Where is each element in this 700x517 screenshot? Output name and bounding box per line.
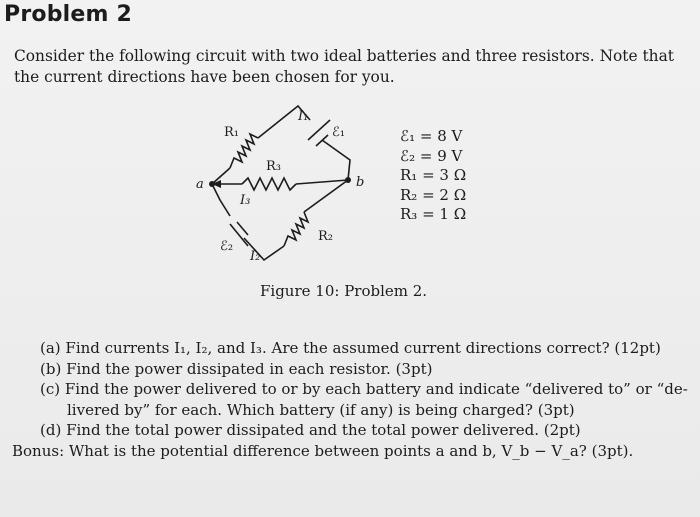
label-b: b [356, 175, 365, 190]
label-a: a [196, 177, 204, 192]
question-c-line2: livered by” for each. Which battery (if any) is being charged? (3pt) [67, 400, 575, 419]
battery-e2-plate-short [237, 222, 248, 235]
question-d: (d) Find the total power dissipated and the total power delivered. (2pt) [40, 421, 581, 439]
question-b: (b) Find the power dissipated in each resistor. (3pt) [40, 359, 433, 378]
label-i2: I₂ [250, 249, 261, 264]
value-e1: ℰ₁ = 8 V [400, 127, 463, 145]
circuit-values [400, 127, 466, 225]
label-e2: ℰ₂ [220, 239, 234, 254]
wire-a-to-e2 [212, 184, 230, 216]
value-r1: R₁ = 3 Ω [400, 166, 467, 184]
label-r1: R₁ [224, 125, 239, 140]
question-list [12, 338, 692, 461]
label-e1: ℰ₁ [332, 125, 346, 140]
resistor-r2 [284, 212, 308, 246]
wire-r2-to-b [304, 180, 348, 212]
value-e2: ℰ₂ = 9 V [400, 146, 463, 165]
question-c-line1: (c) Find the power delivered to or by each battery and indicate “delivered to” or “de- [40, 380, 688, 398]
value-r2: R₂ = 2 Ω [400, 185, 467, 204]
figure-caption: Figure 10: Problem 2. [260, 282, 428, 300]
problem-heading: Problem 2 [4, 2, 132, 27]
wire-e1-to-b [322, 140, 350, 180]
wire-r3-to-b [296, 180, 348, 184]
label-i3: I₃ [240, 193, 251, 208]
resistor-r3 [242, 178, 296, 190]
label-r3: R₃ [266, 159, 281, 174]
value-r3: R₃ = 1 Ω [400, 205, 467, 223]
problem-intro: Consider the following circuit with two ideal batteries and three resistors. Note that the current directions have been chosen for you. [14, 47, 674, 86]
label-i1: I₁ [298, 109, 309, 124]
question-a: (a) Find currents I₁, I₂, and I₃. Are the assumed current directions correct? (12pt) [40, 339, 661, 357]
label-r2: R₂ [318, 229, 333, 244]
question-bonus: Bonus: What is the potential difference between points a and b, V_b − V_a? (3pt). [12, 441, 634, 460]
node-b [345, 177, 351, 183]
